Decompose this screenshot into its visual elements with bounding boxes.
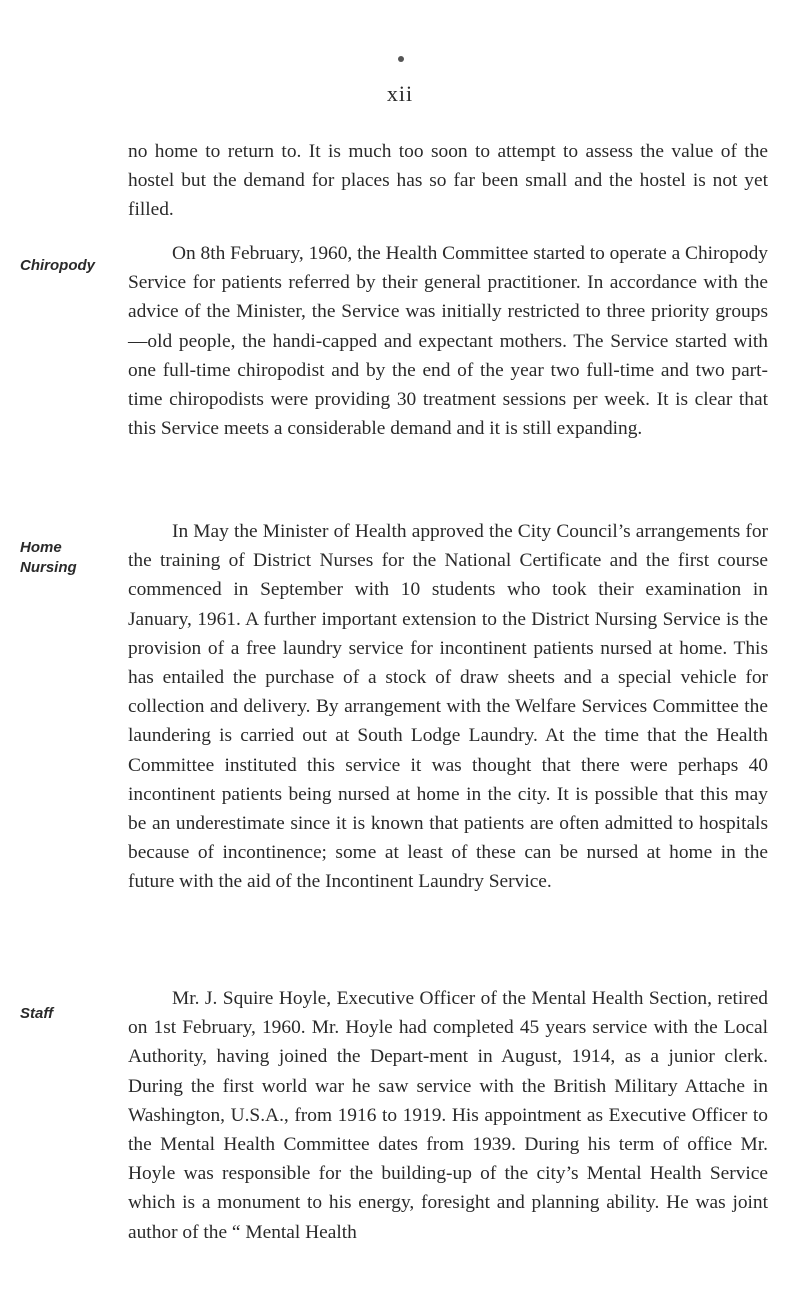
- paragraph-home-nursing: In May the Minister of Health approved the City Council’s arrangements for the training of District Nurses for the National Certificate and the first course commenced in September with 10 students who took their examination in January, 1961. A further important extension to the District Nursing Service is the provision of a free laundry service for incontinent patients nursed at home. This has entailed the purchase of a stock of draw sheets and a special vehicle for collection and delivery. By arrangement with the Welfare Services Committee the laundering is carried out at South Lodge Laundry. At the time that the Health Committee instituted this service it was thought that there were perhaps 40 incontinent patients being nursed at home in the city. It is possible that this may be an underestimate since it is known that patients are often admitted to hospitals because of incontinence; some at least of these can be nursed at home in the future with the aid of the Incontinent Laundry Service.: [128, 521, 768, 893]
- side-heading-nursing: Nursing: [20, 559, 77, 576]
- side-heading-chiropody: Chiropody: [20, 257, 95, 274]
- paragraph-staff: Mr. J. Squire Hoyle, Executive Officer of the Mental Health Section, retired on 1st February, 1960. Mr. Hoyle had completed 45 years service with the Local Authority, having joined the Depart-ment in August, 1914, as a junior clerk. During the first world war he saw service with the British Military Attache in Washington, U.S.A., from 1916 to 1919. His appointment as Executive Officer to the Mental Health Committee dates from 1939. During his term of office Mr. Hoyle was responsible for the building-up of the city’s Mental Health Service which is a monument to his energy, foresight and planning ability. He was joint author of the “ Mental Health: [128, 988, 768, 1243]
- paragraph-hostel: no home to return to. It is much too soon to attempt to assess the value of the hostel but the demand for places has so far been small and the hostel is not yet filled.: [128, 141, 768, 221]
- bullet-mark: [398, 56, 404, 62]
- side-heading-home: Home: [20, 539, 62, 556]
- side-heading-staff: Staff: [20, 1005, 54, 1022]
- page-number: xii: [386, 81, 414, 106]
- paragraph-chiropody: On 8th February, 1960, the Health Committee started to operate a Chiropody Service for patients referred by their general practitioner. In accordance with the advice of the Minister, the Service was initially restricted to three priority groups—old people, the handi-capped and expectant mothers. The Service started with one full-time chiropodist and by the end of the year two full-time and two part-time chiropodists were providing 30 treatment sessions per week. It is clear that this Service meets a considerable demand and it is still expanding.: [128, 243, 768, 440]
